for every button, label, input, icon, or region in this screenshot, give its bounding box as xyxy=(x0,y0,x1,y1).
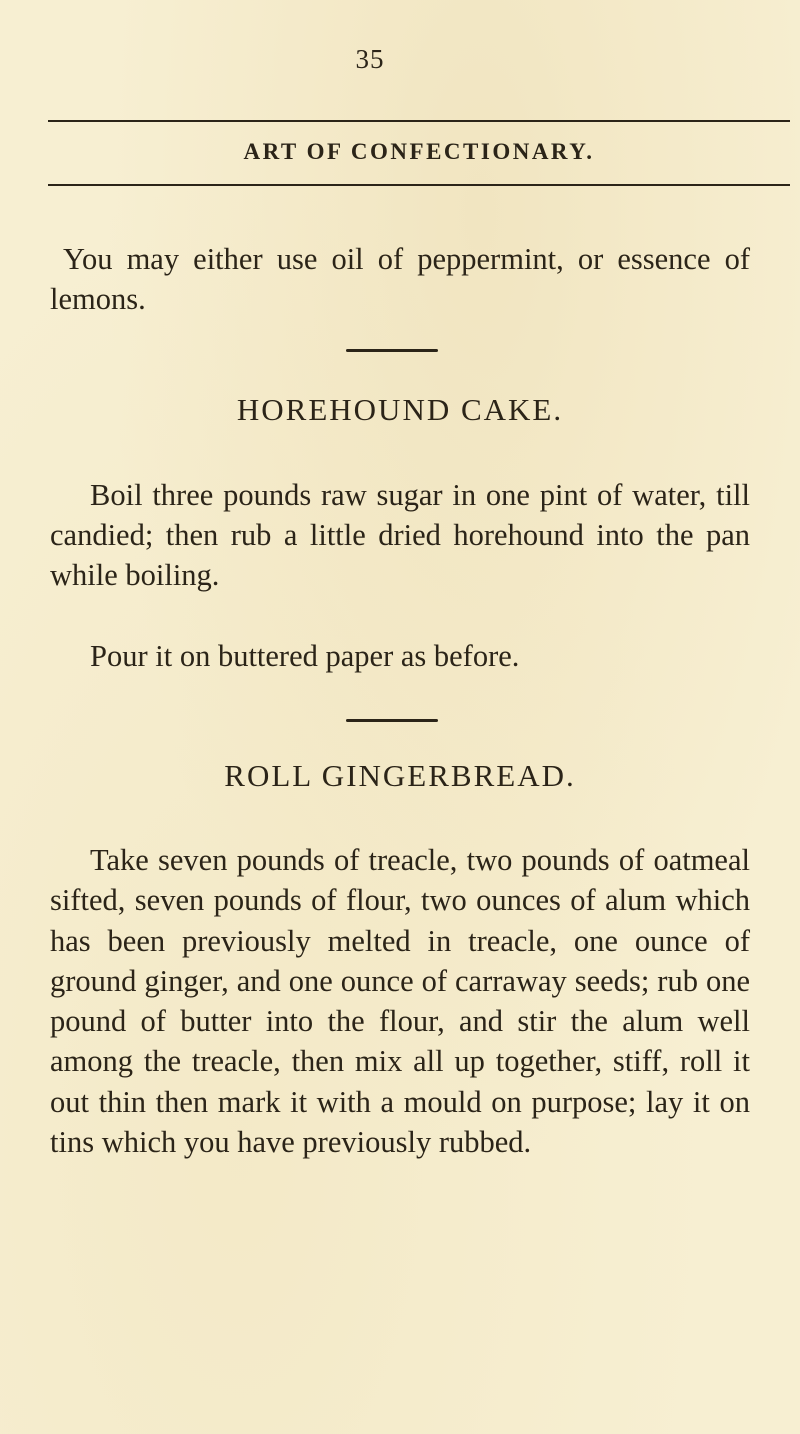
paragraph-horehound-method: Boil three pounds raw sugar in one pint of water, till candied; then rub a little dried horehound into the pan while boiling. xyxy=(50,478,750,592)
header-rule-bottom xyxy=(48,184,790,186)
section-heading-horehound-cake: HOREHOUND CAKE. xyxy=(236,392,564,427)
header-rule-top xyxy=(48,120,790,122)
section-divider xyxy=(346,349,438,352)
running-head: ART OF CONFECTIONARY. xyxy=(243,139,595,164)
section-divider xyxy=(346,719,438,722)
page-number: 35 xyxy=(355,44,385,74)
section-heading-roll-gingerbread: ROLL GINGERBREAD. xyxy=(224,758,576,793)
paragraph-horehound-pour: Pour it on buttered paper as before. xyxy=(90,639,520,673)
intro-paragraph: You may either use oil of peppermint, or essence of lemons. xyxy=(50,242,750,316)
paragraph-gingerbread-method: Take seven pounds of treacle, two pounds of oatmeal sifted, seven pounds of flour, two ounces of alum which has been previously melted in treacle, one ounce of ground ginger, and one ounce of carraway seeds; rub one pound of butter into the flour, and stir the alum well among the treacle, then mix all up together, stiff, roll it out thin then mark it with a mould on purpose; lay it on tins which you have previously rubbed. xyxy=(50,843,750,1160)
